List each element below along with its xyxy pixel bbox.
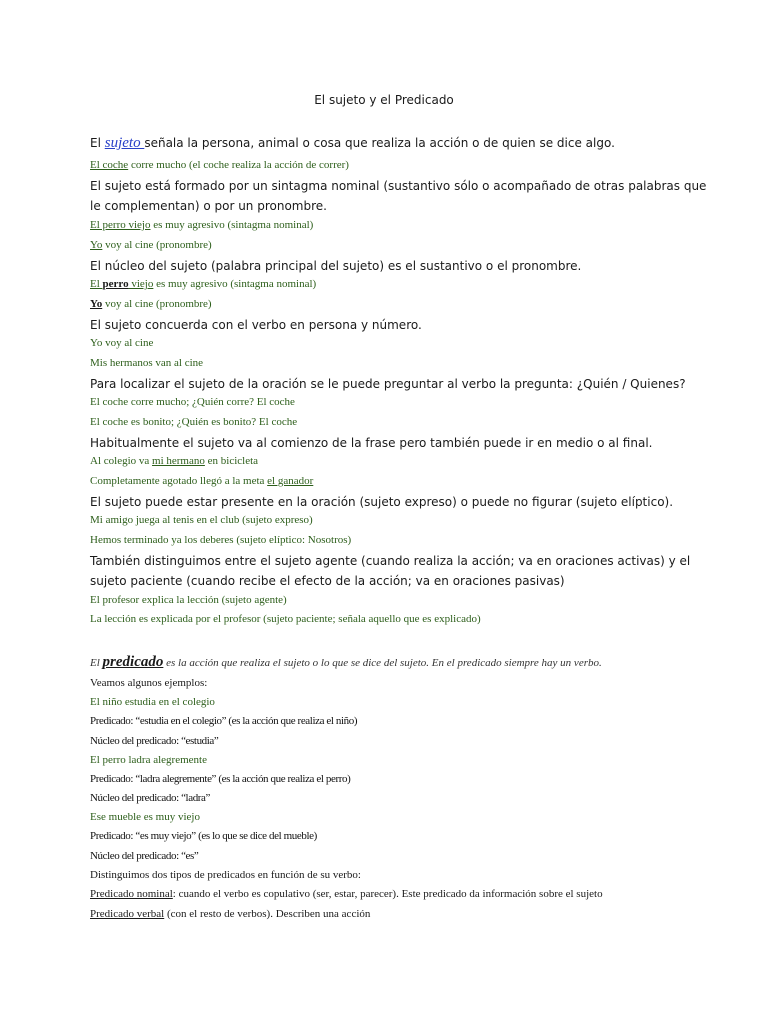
example-line: Ese mueble es muy viejo	[90, 811, 200, 823]
example-line: La lección es explicada por el profesor (sujeto paciente; señala aquello que es explicado)	[90, 613, 481, 625]
paragraph-line: También distinguimos entre el sujeto agente (cuando realiza la acción; va en oraciones activas) y el	[90, 554, 691, 568]
example-line: El perro viejo es muy agresivo (sintagma nominal)	[90, 219, 314, 231]
body-line: Distinguimos dos tipos de predicados en función de su verbo:	[90, 869, 361, 881]
paragraph-line: El sujeto puede estar presente en la oración (sujeto expreso) o puede no figurar (sujeto elíptico).	[90, 495, 674, 509]
body-line: Predicado: “ladra alegremente” (es la acción que realiza el perro)	[90, 773, 351, 785]
paragraph-line: El núcleo del sujeto (palabra principal del sujeto) es el sustantivo o el pronombre.	[90, 259, 582, 273]
example-line: Hemos terminado ya los deberes (sujeto elíptico: Nosotros)	[90, 534, 352, 546]
example-line: Yo voy al cine (pronombre)	[90, 298, 212, 310]
example-line: El perro viejo es muy agresivo (sintagma nominal)	[90, 278, 317, 290]
body-line: Núcleo del predicado: “es”	[90, 850, 199, 862]
example-line: El coche corre mucho; ¿Quién corre? El coche	[90, 396, 295, 408]
body-line: Núcleo del predicado: “estudia”	[90, 735, 219, 747]
paragraph-line: le complementan) o por un pronombre.	[90, 199, 327, 213]
predicado-keyword: predicado	[102, 654, 164, 670]
example-line: El coche corre mucho (el coche realiza la acción de correr)	[90, 159, 349, 171]
paragraph-line: El sujeto concuerda con el verbo en persona y número.	[90, 318, 422, 332]
example-line: Yo voy al cine	[90, 337, 154, 349]
body-line: Veamos algunos ejemplos:	[90, 677, 208, 689]
body-line: Núcleo del predicado: “ladra”	[90, 792, 211, 804]
body-line: Predicado verbal (con el resto de verbos). Describen una acción	[90, 908, 371, 920]
body-line: Predicado: “es muy viejo” (es lo que se dice del mueble)	[90, 830, 317, 842]
predicado-definition: El predicado es la acción que realiza el sujeto o lo que se dice del sujeto. En el predicado siempre hay un verbo.	[90, 654, 602, 670]
example-line: El niño estudia en el colegio	[90, 696, 215, 708]
example-line: Completamente agotado llegó a la meta el ganador	[90, 475, 314, 487]
example-line: Yo voy al cine (pronombre)	[90, 239, 212, 251]
paragraph-line: Para localizar el sujeto de la oración se le puede preguntar al verbo la pregunta: ¿Quién / Quienes?	[90, 377, 686, 391]
paragraph-line: Habitualmente el sujeto va al comienzo de la frase pero también puede ir en medio o al final.	[90, 436, 653, 450]
sujeto-definition: El sujeto señala la persona, animal o cosa que realiza la acción o de quien se dice algo.	[90, 135, 615, 151]
sujeto-keyword: sujeto	[104, 135, 145, 151]
example-line: El coche es bonito; ¿Quién es bonito? El coche	[90, 416, 298, 428]
paragraph-line: sujeto paciente (cuando recibe el efecto de la acción; va en oraciones pasivas)	[90, 574, 565, 588]
example-line: El profesor explica la lección (sujeto agente)	[90, 594, 287, 606]
example-line: El perro ladra alegremente	[90, 754, 207, 766]
paragraph-line: El sujeto está formado por un sintagma nominal (sustantivo sólo o acompañado de otras palabras que	[90, 179, 707, 193]
example-line: Al colegio va mi hermano en bicicleta	[90, 455, 259, 467]
body-line: Predicado: “estudia en el colegio” (es la acción que realiza el niño)	[90, 715, 358, 727]
example-line: Mi amigo juega al tenis en el club (sujeto expreso)	[90, 514, 313, 526]
document-title: El sujeto y el Predicado	[314, 93, 454, 107]
body-line: Predicado nominal: cuando el verbo es copulativo (ser, estar, parecer). Este predicado da información sobre el sujeto	[90, 888, 603, 900]
example-line: Mis hermanos van al cine	[90, 357, 204, 369]
